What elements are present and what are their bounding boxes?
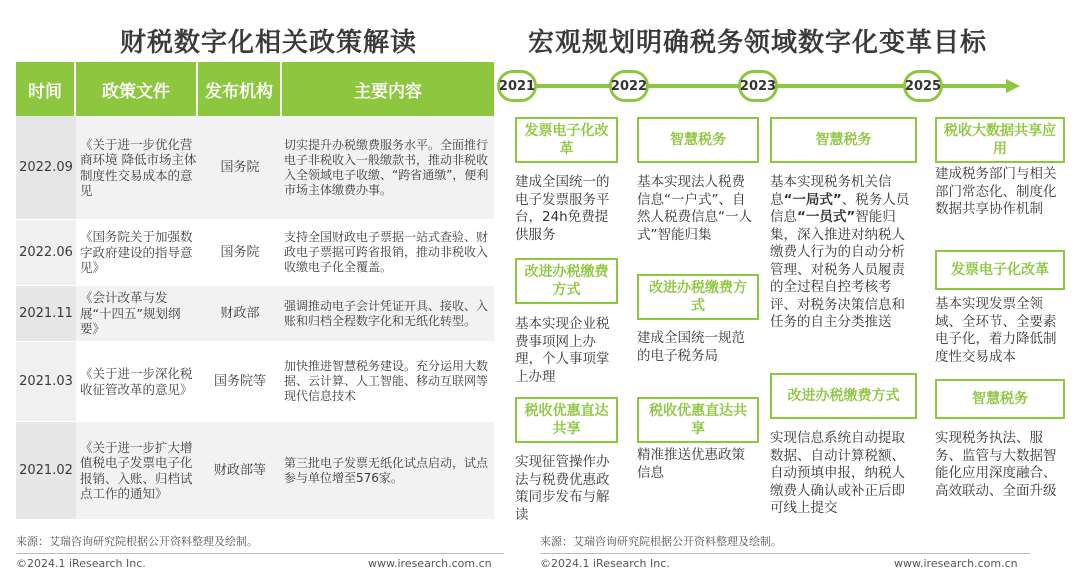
year-marker-2022: 2022: [609, 70, 649, 102]
col3-text-1b: “一局式”: [783, 191, 842, 208]
row-org: 财政部: [220, 305, 260, 321]
row-org: 财政部等: [213, 462, 266, 478]
table-row: [16, 422, 494, 520]
col1-tag-tax-payment: 改进办税缴费方式: [515, 258, 618, 304]
col2-text-3: 精准推送优惠政策信息: [637, 447, 745, 481]
source-note-left: 来源：艾瑞咨询研究院根据公开资料整理及绘制。: [16, 535, 258, 548]
row-content: 切实提升办税缴费服务水平。全面推行电子非税收入一般缴款书，推动非税收入全领域电子收缴、“跨省通缴”，便利市场主体缴费办事。: [284, 137, 489, 197]
col2-tag-smart-tax: 智慧税务: [637, 117, 759, 163]
row-date: 2022.06: [16, 220, 76, 285]
col1-text-3: 实现征管操作办法与税费优惠政策同步发布与解读: [515, 454, 610, 523]
table-row: [16, 342, 494, 422]
header-time: 时间: [16, 62, 76, 116]
col4-tag-invoice-digitization: 发票电子化改革: [935, 250, 1065, 290]
row-doc: 《关于进一步深化税收征管改革的意见》: [80, 366, 193, 397]
col4-text-3: 实现税务执法、服务、监管与大数据智能化应用深度融合、高效联动、全面升级: [935, 430, 1057, 499]
year-marker-2023: 2023: [738, 70, 778, 102]
col4-text-1: 建成税务部门与相关部门常态化、制度化数据共享协作机制: [935, 166, 1057, 217]
col3-text-2: 实现信息系统自动提取数据、自动计算税额、自动预填申报，纳税人缴费人确认或补正后即可线上提交: [770, 430, 905, 516]
row-doc: 《关于进一步优化营商环境 降低市场主体制度性交易成本的意见: [80, 136, 197, 198]
footer-divider-left: [16, 553, 504, 554]
col3-text-1a: 基本实现税务机关信息: [770, 174, 892, 208]
table-row: [16, 116, 494, 220]
website-link-right[interactable]: www.iresearch.com.cn: [894, 557, 1018, 570]
row-date: 2021.02: [16, 422, 76, 519]
col2-tag-tax-preference: 税收优惠直达共享: [637, 397, 759, 443]
col1-text-2: 基本实现企业税费事项网上办理，个人事项掌上办理: [515, 316, 610, 385]
right-title: 宏观规划明确税务领域数字化变革目标: [528, 28, 988, 58]
col2-text-1: 基本实现法人税费信息“一户式”、自然人税费信息“一人式”智能归集: [637, 174, 752, 243]
header-org: 发布机构: [198, 62, 282, 116]
col1-tag-tax-preference: 税收优惠直达共享: [515, 397, 618, 443]
col3-tag-smart-tax: 智慧税务: [770, 117, 917, 163]
copyright-right: ©2024.1 iResearch Inc.: [540, 557, 670, 570]
row-content: 第三批电子发票无纸化试点启动，试点参与单位增至576家。: [284, 455, 489, 485]
table-header: [16, 62, 494, 116]
footer-divider-right: [540, 553, 1030, 554]
col3-text-1: [770, 174, 918, 332]
source-note-right: 来源：艾瑞咨询研究院根据公开资料整理及绘制。: [540, 535, 782, 548]
row-date: 2021.03: [16, 342, 76, 421]
col4-text-2: 基本实现发票全领域、全环节、全要素电子化，着力降低制度性交易成本: [935, 296, 1057, 365]
row-doc: 《关于进一步扩大增值税电子发票电子化报销、入账、归档试点工作的通知》: [80, 439, 193, 501]
col3-text-1c: 、税务人员信息: [770, 191, 910, 225]
year-marker-2021: 2021: [497, 70, 537, 102]
row-date: 2022.09: [16, 116, 76, 219]
website-link-left[interactable]: www.iresearch.com.cn: [368, 557, 492, 570]
table-row: [16, 220, 494, 286]
row-content: 支持全国财政电子票据一站式查验、财政电子票据可跨省报销，推动非税收入收缴电子化全覆盖。: [284, 230, 489, 274]
row-org: 国务院: [220, 244, 260, 260]
header-content: 主要内容: [354, 81, 422, 102]
policy-table: [16, 62, 494, 520]
row-content: 加快推进智慧税务建设。充分运用大数据、云计算、人工智能、移动互联网等现代信息技术: [284, 359, 489, 403]
col2-tag-tax-payment: 改进办税缴费方式: [637, 274, 759, 320]
timeline-arrow-icon: [1006, 79, 1020, 93]
col4-tag-big-data: 税收大数据共享应用: [935, 117, 1065, 163]
col3-text-1d: “一员式”: [797, 209, 856, 225]
row-date: 2021.11: [16, 286, 76, 341]
col3-tag-tax-payment: 改进办税缴费方式: [770, 373, 917, 419]
col4-tag-smart-tax: 智慧税务: [935, 379, 1065, 419]
table-row: [16, 286, 494, 342]
copyright-left: ©2024.1 iResearch Inc.: [16, 557, 146, 570]
col2-text-2: 建成全国统一规范的电子税务局: [637, 330, 745, 364]
col1-tag-invoice-digitization: 发票电子化改革: [515, 117, 618, 163]
header-policy-doc: 政策文件: [76, 62, 198, 116]
col3-text-1e: 智能归集，深入推进对纳税人缴费人行为的自动分析管理、对税务人员履责的全过程自控考核考评、对税务决策信息和任务的自主分类推送: [770, 209, 905, 330]
col1-text-1: 建成全国统一的电子发票服务平台，24h免费提供服务: [515, 174, 610, 243]
row-org: 国务院等: [213, 373, 266, 389]
row-doc: 《国务院关于加强数字政府建设的指导意见》: [80, 229, 193, 276]
row-content: 强调推动电子会计凭证开具、接收、入账和归档全程数字化和无纸化转型。: [284, 298, 489, 328]
year-marker-2025: 2025: [903, 70, 943, 102]
left-title: 财税数字化相关政策解读: [120, 28, 418, 58]
row-doc: 《会计改革与发展“十四五”规划纲要》: [80, 290, 181, 337]
row-org: 国务院: [220, 159, 260, 175]
